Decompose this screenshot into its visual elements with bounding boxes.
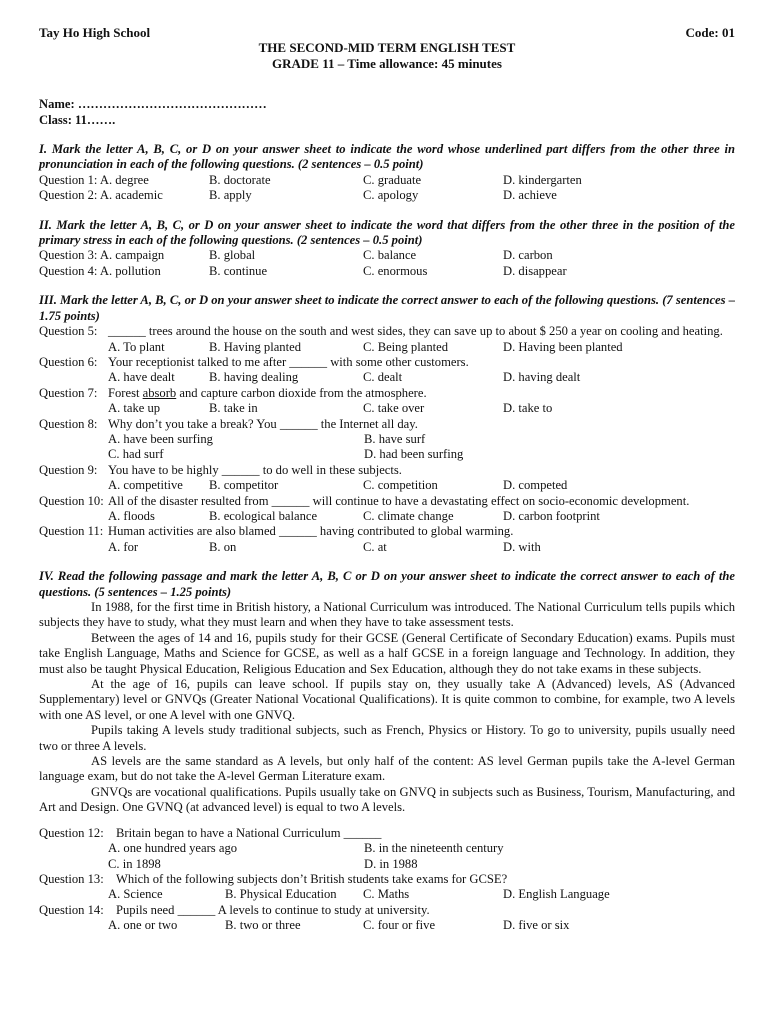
question-12: Question 12: Britain began to have a National Curriculum ______ — [39, 825, 382, 840]
section-4-instruction: IV. Read the following passage and mark the letter A, B, C or D on your answer sheet to indicate the correct answer to each of the questions. (5 sentences – 1.25 points) — [39, 569, 735, 599]
class-field: Class: 11……. — [39, 112, 116, 127]
exam-page — [39, 25, 735, 934]
question-9: Question 9: You have to be highly ______ to do well in these subjects. — [39, 462, 402, 477]
question-2: Question 2: A. academic B. apply C. apology D. achieve — [39, 188, 557, 203]
question-6: Question 6: Your receptionist talked to me after ______ with some other customers. — [39, 354, 469, 369]
passage-paragraph: AS levels are the same standard as A levels, but only half of the content: AS level German pupils take the A-level German language exam, but do not take the A-level German Literature exam. — [39, 754, 735, 784]
passage-paragraph: GNVQs are vocational qualifications. Pupils usually take on GNVQ in subjects such as Business, Tourism, Manufacturing, and Art and Design. One GVNQ (at advanced level) is equal to two A levels. — [39, 784, 735, 815]
reading-passage — [39, 600, 735, 816]
question-7: Question 7: Forest absorb and capture carbon dioxide from the atmosphere. — [39, 385, 427, 400]
question-11: Question 11: Human activities are also blamed ______ having contributed to global warming. — [39, 524, 514, 539]
question-11-options: A. for B. on C. at D. with — [108, 539, 541, 554]
school-name: Tay Ho High School — [39, 25, 151, 40]
underlined-word: absorb — [142, 385, 177, 400]
question-3: Question 3: A. campaign B. global C. balance D. carbon — [39, 248, 553, 263]
question-5: Question 5: ______ trees around the house on the south and west sides, they can save up to about $ 250 a year on cooling and heating. — [39, 324, 723, 339]
question-8-options-cd: C. had surf D. had been surfing — [108, 447, 464, 462]
question-12-options-ab: A. one hundred years ago B. in the nineteenth century — [108, 841, 504, 856]
question-5-options: A. To plant B. Having planted C. Being planted D. Having been planted — [108, 339, 623, 354]
header-row — [39, 25, 735, 40]
section-2-instruction: II. Mark the letter A, B, C, or D on your answer sheet to indicate the word that differs from the other three in the position of the primary stress in each of the following questions. (2 sentences – 0.5 point) — [39, 217, 735, 248]
test-title: THE SECOND-MID TERM ENGLISH TEST — [258, 40, 516, 56]
question-13-options: A. Science B. Physical Education C. Maths D. English Language — [108, 887, 610, 902]
question-6-options: A. have dealt B. having dealing C. dealt D. having dealt — [108, 370, 581, 385]
question-13: Question 13: Which of the following subjects don’t British students take exams for GCSE? — [39, 871, 508, 886]
section-1-instruction: I. Mark the letter A, B, C, or D on your answer sheet to indicate the word whose underlined part differs from the other three in pronunciation in each of the following questions. (2 sentences – 0.5 point) — [39, 142, 735, 172]
question-12-options-cd: C. in 1898 D. in 1988 — [108, 856, 418, 871]
question-8-options-ab: A. have been surfing B. have surf — [108, 431, 426, 446]
question-1: Question 1: A. degree B. doctorate C. graduate D. kindergarten — [39, 172, 582, 187]
passage-paragraph: Pupils taking A levels study traditional subjects, such as French, Physics or History. To go to university, pupils usually need two or three A levels. — [39, 723, 735, 753]
test-code: Code: 01 — [685, 25, 735, 40]
question-10-options: A. floods B. ecological balance C. climate change D. carbon footprint — [108, 508, 600, 523]
name-field: Name: ……………………………………… — [39, 97, 267, 112]
question-14: Question 14: Pupils need ______ A levels to continue to study at university. — [39, 902, 430, 917]
question-9-options: A. competitive B. competitor C. competition D. competed — [108, 478, 568, 493]
passage-paragraph: Between the ages of 14 and 16, pupils study for their GCSE (General Certificate of Secondary Education) exams. Pupils must take English Language, Maths and Science for GCSE, as well as a half GCSE in a foreign language and Technology. In addition, they must also be taught Physical Education, Religious Education and Sex Education, although they do not take exams in these subjects. — [39, 630, 735, 676]
question-7-options: A. take up B. take in C. take over D. take to — [108, 401, 553, 416]
question-4: Question 4: A. pollution B. continue C. enormous D. disappear — [39, 263, 567, 278]
question-14-options: A. one or two B. two or three C. four or five D. five or six — [108, 918, 570, 933]
passage-paragraph: At the age of 16, pupils can leave school. If pupils stay on, they usually take A (Advanced) levels, AS (Advanced Supplementary) level or GNVQs (Greater National Vocational Qualifications). It is quite common to combine, for example, two A levels with one AS level, or one A level with one GNVQ. — [39, 677, 735, 722]
question-8: Question 8: Why don’t you take a break? You ______ the Internet all day. — [39, 416, 418, 431]
passage-paragraph: In 1988, for the first time in British history, a National Curriculum was introduced. The National Curriculum tells pupils which subjects they have to study, what they must learn and when they have to take assessment tests. — [39, 600, 735, 630]
test-subtitle: GRADE 11 – Time allowance: 45 minutes — [272, 55, 502, 71]
section-3-instruction: III. Mark the letter A, B, C, or D on your answer sheet to indicate the correct answer to each of the following questions. (7 sentences – 1.75 points) — [39, 293, 735, 323]
question-10: Question 10: All of the disaster resulted from ______ will continue to have a devastating effect on socio-economic development. — [39, 493, 690, 508]
